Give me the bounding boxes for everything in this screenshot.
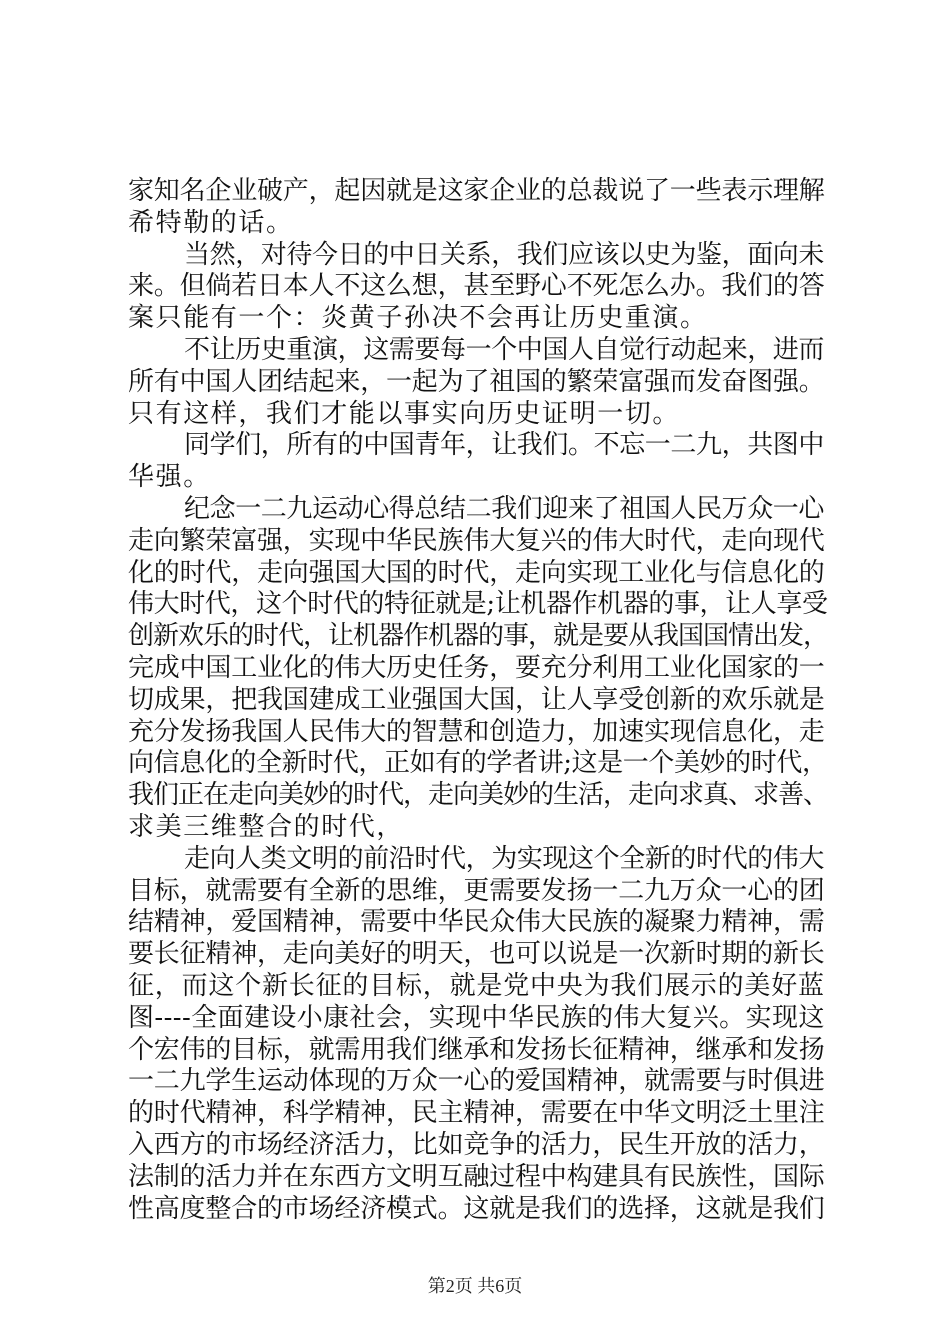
text-line: 的时代精神，科学精神，民主精神，需要在中华文明泛土里注 xyxy=(128,1098,825,1129)
text-line: 一二九学生运动体现的万众一心的爱国精神，就需要与时俱进 xyxy=(128,1066,825,1097)
document-body xyxy=(128,176,828,1225)
text-line: 化的时代，走向强国大国的时代，走向实现工业化与信息化的 xyxy=(128,557,825,588)
text-line: 法制的活力并在东西方文明互融过程中构建具有民族性，国际 xyxy=(128,1161,825,1192)
text-line: 要长征精神，走向美好的明天，也可以说是一次新时期的新长 xyxy=(128,939,825,970)
text-line: 充分发扬我国人民伟大的智慧和创造力，加速实现信息化，走 xyxy=(128,716,825,747)
text-line: 走向人类文明的前沿时代，为实现这个全新的时代的伟大 xyxy=(184,843,825,874)
text-line: 结精神，爱国精神，需要中华民众伟大民族的凝聚力精神，需 xyxy=(128,907,825,938)
text-line: 完成中国工业化的伟大历史任务，要充分利用工业化国家的一 xyxy=(128,652,825,683)
text-line: 求美三维整合的时代， xyxy=(128,811,405,842)
text-line: 目标，就需要有全新的思维，更需要发扬一二九万众一心的团 xyxy=(128,875,825,906)
text-line: 入西方的市场经济活力，比如竞争的活力，民生开放的活力， xyxy=(128,1129,825,1160)
text-line: 性高度整合的市场经济模式。这就是我们的选择，这就是我们 xyxy=(128,1193,825,1224)
text-line: 不让历史重演，这需要每一个中国人自觉行动起来，进而 xyxy=(184,334,825,365)
text-line: 家知名企业破产，起因就是这家企业的总裁说了一些表示理解 xyxy=(128,176,825,206)
text-line: 当然，对待今日的中日关系，我们应该以史为鉴，面向未 xyxy=(184,239,825,270)
text-line: 所有中国人团结起来，一起为了祖国的繁荣富强而发奋图强。 xyxy=(128,366,825,397)
text-line: 切成果，把我国建成工业强国大国，让人享受创新的欢乐就是 xyxy=(128,684,825,715)
text-line: 来。但倘若日本人不这么想，甚至野心不死怎么办。我们的答 xyxy=(128,271,825,302)
text-line: 华强。 xyxy=(128,462,211,493)
text-line: 伟大时代，这个时代的特征就是;让机器作机器的事，让人享受 xyxy=(128,589,828,620)
text-line: 走向繁荣富强，实现中华民族伟大复兴的伟大时代，走向现代 xyxy=(128,525,825,556)
text-line: 同学们，所有的中国青年，让我们。不忘一二九，共图中 xyxy=(184,430,825,461)
text-line: 图----全面建设小康社会，实现中华民族的伟大复兴。实现这 xyxy=(128,1002,825,1033)
text-line: 案只能有一个：炎黄子孙决不会再让历史重演。 xyxy=(128,303,708,334)
text-line: 希特勒的话。 xyxy=(128,207,294,238)
page-number-footer: 第2页 共6页 xyxy=(427,1276,523,1296)
text-line: 我们正在走向美妙的时代，走向美妙的生活，走向求真、求善、 xyxy=(128,780,829,811)
text-line: 纪念一二九运动心得总结二我们迎来了祖国人民万众一心 xyxy=(184,493,825,524)
text-line: 个宏伟的目标，就需用我们继承和发扬长征精神，继承和发扬 xyxy=(128,1034,825,1065)
text-line: 征，而这个新长征的目标，就是党中央为我们展示的美好蓝 xyxy=(128,970,825,1001)
text-line: 只有这样，我们才能以事实向历史证明一切。 xyxy=(128,398,681,429)
text-line: 向信息化的全新时代，正如有的学者讲;这是一个美妙的时代， xyxy=(128,748,828,779)
text-line: 创新欢乐的时代，让机器作机器的事，就是要从我国国情出发， xyxy=(128,621,829,652)
